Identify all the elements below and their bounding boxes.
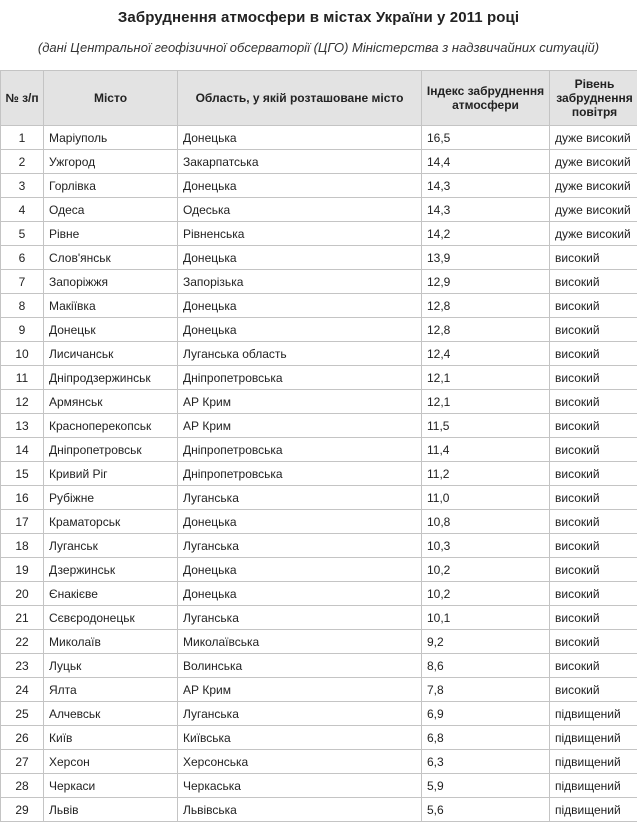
header-index: Індекс забруднення атмосфери <box>422 71 550 126</box>
cell-level: підвищений <box>550 774 637 798</box>
cell-city: Лисичанськ <box>44 342 178 366</box>
cell-index: 13,9 <box>422 246 550 270</box>
table-row <box>1 174 637 198</box>
cell-index: 11,0 <box>422 486 550 510</box>
cell-region: Львівська <box>178 798 422 822</box>
cell-city: Донецьк <box>44 318 178 342</box>
cell-city: Рубіжне <box>44 486 178 510</box>
cell-level: високий <box>550 342 637 366</box>
cell-city: Ужгород <box>44 150 178 174</box>
cell-region: Донецька <box>178 126 422 150</box>
cell-region: Закарпатська <box>178 150 422 174</box>
cell-index: 11,4 <box>422 438 550 462</box>
cell-level: високий <box>550 630 637 654</box>
cell-level: високий <box>550 534 637 558</box>
cell-index: 5,9 <box>422 774 550 798</box>
cell-region: Донецька <box>178 294 422 318</box>
cell-level: дуже високий <box>550 198 637 222</box>
table-row <box>1 534 637 558</box>
cell-num: 28 <box>1 774 44 798</box>
cell-city: Львів <box>44 798 178 822</box>
cell-num: 26 <box>1 726 44 750</box>
table-row <box>1 366 637 390</box>
cell-region: Донецька <box>178 510 422 534</box>
cell-city: Дніпропетровськ <box>44 438 178 462</box>
cell-level: високий <box>550 294 637 318</box>
cell-region: Одеська <box>178 198 422 222</box>
cell-region: Волинська <box>178 654 422 678</box>
cell-city: Армянськ <box>44 390 178 414</box>
cell-city: Кривий Ріг <box>44 462 178 486</box>
table-row <box>1 198 637 222</box>
cell-num: 8 <box>1 294 44 318</box>
cell-region: АР Крим <box>178 414 422 438</box>
cell-city: Слов'янськ <box>44 246 178 270</box>
cell-index: 14,2 <box>422 222 550 246</box>
table-row <box>1 582 637 606</box>
cell-city: Красноперекопськ <box>44 414 178 438</box>
cell-num: 11 <box>1 366 44 390</box>
cell-index: 10,2 <box>422 582 550 606</box>
table-body <box>1 126 637 822</box>
cell-region: Рівненська <box>178 222 422 246</box>
cell-num: 17 <box>1 510 44 534</box>
cell-level: високий <box>550 366 637 390</box>
cell-region: Запорізька <box>178 270 422 294</box>
cell-index: 10,1 <box>422 606 550 630</box>
cell-city: Луцьк <box>44 654 178 678</box>
pollution-table <box>0 70 637 822</box>
cell-region: Луганська <box>178 534 422 558</box>
page-title: Забруднення атмосфери в містах України у 2011 році <box>0 9 637 26</box>
cell-index: 10,8 <box>422 510 550 534</box>
cell-city: Херсон <box>44 750 178 774</box>
cell-level: дуже високий <box>550 222 637 246</box>
cell-index: 10,3 <box>422 534 550 558</box>
cell-level: високий <box>550 462 637 486</box>
cell-num: 23 <box>1 654 44 678</box>
table-row <box>1 294 637 318</box>
cell-level: високий <box>550 582 637 606</box>
table-row <box>1 222 637 246</box>
cell-region: Дніпропетровська <box>178 438 422 462</box>
table-row <box>1 726 637 750</box>
cell-num: 24 <box>1 678 44 702</box>
cell-num: 13 <box>1 414 44 438</box>
table-row <box>1 342 637 366</box>
table-row <box>1 486 637 510</box>
cell-city: Горлівка <box>44 174 178 198</box>
cell-num: 12 <box>1 390 44 414</box>
cell-num: 25 <box>1 702 44 726</box>
table-row <box>1 654 637 678</box>
cell-level: високий <box>550 414 637 438</box>
cell-index: 12,4 <box>422 342 550 366</box>
cell-level: високий <box>550 606 637 630</box>
cell-num: 14 <box>1 438 44 462</box>
cell-level: високий <box>550 318 637 342</box>
cell-region: АР Крим <box>178 390 422 414</box>
cell-city: Миколаїв <box>44 630 178 654</box>
cell-city: Маріуполь <box>44 126 178 150</box>
cell-index: 12,9 <box>422 270 550 294</box>
cell-city: Київ <box>44 726 178 750</box>
table-row <box>1 462 637 486</box>
cell-region: Миколаївська <box>178 630 422 654</box>
header-level: Рівень забруднення повітря <box>550 71 637 126</box>
cell-num: 7 <box>1 270 44 294</box>
cell-city: Макіївка <box>44 294 178 318</box>
cell-city: Ялта <box>44 678 178 702</box>
table-row <box>1 414 637 438</box>
cell-city: Алчевськ <box>44 702 178 726</box>
cell-level: підвищений <box>550 702 637 726</box>
cell-level: високий <box>550 390 637 414</box>
page-subtitle: (дані Центральної геофізичної обсерваторії (ЦГО) Міністерства з надзвичайних ситуацій) <box>0 40 637 55</box>
cell-level: дуже високий <box>550 174 637 198</box>
cell-index: 12,8 <box>422 294 550 318</box>
cell-level: підвищений <box>550 750 637 774</box>
cell-index: 12,1 <box>422 390 550 414</box>
cell-region: Дніпропетровська <box>178 462 422 486</box>
cell-index: 9,2 <box>422 630 550 654</box>
header-region: Область, у якій розташоване місто <box>178 71 422 126</box>
cell-region: Донецька <box>178 174 422 198</box>
table-row <box>1 126 637 150</box>
cell-region: Луганська <box>178 702 422 726</box>
cell-index: 14,3 <box>422 198 550 222</box>
cell-region: Донецька <box>178 558 422 582</box>
table-row <box>1 390 637 414</box>
cell-city: Єнакієве <box>44 582 178 606</box>
header-num: № з/п <box>1 71 44 126</box>
cell-level: високий <box>550 270 637 294</box>
cell-index: 14,4 <box>422 150 550 174</box>
cell-region: Донецька <box>178 582 422 606</box>
cell-num: 6 <box>1 246 44 270</box>
table-header <box>1 71 637 126</box>
cell-city: Дніпродзержинськ <box>44 366 178 390</box>
header-city: Місто <box>44 71 178 126</box>
cell-city: Рівне <box>44 222 178 246</box>
cell-region: Луганська область <box>178 342 422 366</box>
cell-city: Луганськ <box>44 534 178 558</box>
table-row <box>1 558 637 582</box>
table-row <box>1 702 637 726</box>
cell-level: високий <box>550 510 637 534</box>
table-row <box>1 630 637 654</box>
cell-region: Черкаська <box>178 774 422 798</box>
cell-city: Сєвєродонецьк <box>44 606 178 630</box>
cell-level: високий <box>550 558 637 582</box>
cell-index: 11,5 <box>422 414 550 438</box>
cell-num: 4 <box>1 198 44 222</box>
cell-num: 29 <box>1 798 44 822</box>
cell-region: Херсонська <box>178 750 422 774</box>
table-row <box>1 270 637 294</box>
cell-num: 1 <box>1 126 44 150</box>
cell-region: АР Крим <box>178 678 422 702</box>
cell-level: високий <box>550 486 637 510</box>
cell-level: підвищений <box>550 798 637 822</box>
cell-num: 9 <box>1 318 44 342</box>
cell-level: дуже високий <box>550 150 637 174</box>
cell-index: 12,8 <box>422 318 550 342</box>
table-row <box>1 510 637 534</box>
cell-num: 2 <box>1 150 44 174</box>
cell-region: Луганська <box>178 606 422 630</box>
cell-region: Дніпропетровська <box>178 366 422 390</box>
cell-num: 27 <box>1 750 44 774</box>
cell-index: 11,2 <box>422 462 550 486</box>
cell-level: високий <box>550 678 637 702</box>
cell-num: 22 <box>1 630 44 654</box>
cell-region: Київська <box>178 726 422 750</box>
table-row <box>1 678 637 702</box>
table-row <box>1 150 637 174</box>
cell-index: 12,1 <box>422 366 550 390</box>
cell-level: високий <box>550 246 637 270</box>
cell-index: 6,3 <box>422 750 550 774</box>
cell-city: Краматорськ <box>44 510 178 534</box>
cell-num: 5 <box>1 222 44 246</box>
cell-region: Донецька <box>178 318 422 342</box>
table-row <box>1 318 637 342</box>
cell-num: 10 <box>1 342 44 366</box>
cell-num: 20 <box>1 582 44 606</box>
cell-city: Дзержинськ <box>44 558 178 582</box>
cell-num: 19 <box>1 558 44 582</box>
cell-num: 3 <box>1 174 44 198</box>
cell-index: 5,6 <box>422 798 550 822</box>
cell-index: 10,2 <box>422 558 550 582</box>
cell-level: високий <box>550 438 637 462</box>
cell-num: 15 <box>1 462 44 486</box>
table-row <box>1 774 637 798</box>
cell-level: підвищений <box>550 726 637 750</box>
table-row <box>1 606 637 630</box>
table-row <box>1 798 637 822</box>
table-row <box>1 246 637 270</box>
cell-city: Запоріжжя <box>44 270 178 294</box>
cell-level: високий <box>550 654 637 678</box>
cell-num: 18 <box>1 534 44 558</box>
header-row <box>1 71 637 126</box>
cell-index: 6,9 <box>422 702 550 726</box>
cell-city: Черкаси <box>44 774 178 798</box>
table-row <box>1 438 637 462</box>
cell-level: дуже високий <box>550 126 637 150</box>
cell-city: Одеса <box>44 198 178 222</box>
cell-index: 8,6 <box>422 654 550 678</box>
cell-index: 6,8 <box>422 726 550 750</box>
table-row <box>1 750 637 774</box>
cell-index: 14,3 <box>422 174 550 198</box>
cell-region: Донецька <box>178 246 422 270</box>
cell-index: 16,5 <box>422 126 550 150</box>
cell-num: 21 <box>1 606 44 630</box>
cell-num: 16 <box>1 486 44 510</box>
cell-region: Луганська <box>178 486 422 510</box>
cell-index: 7,8 <box>422 678 550 702</box>
